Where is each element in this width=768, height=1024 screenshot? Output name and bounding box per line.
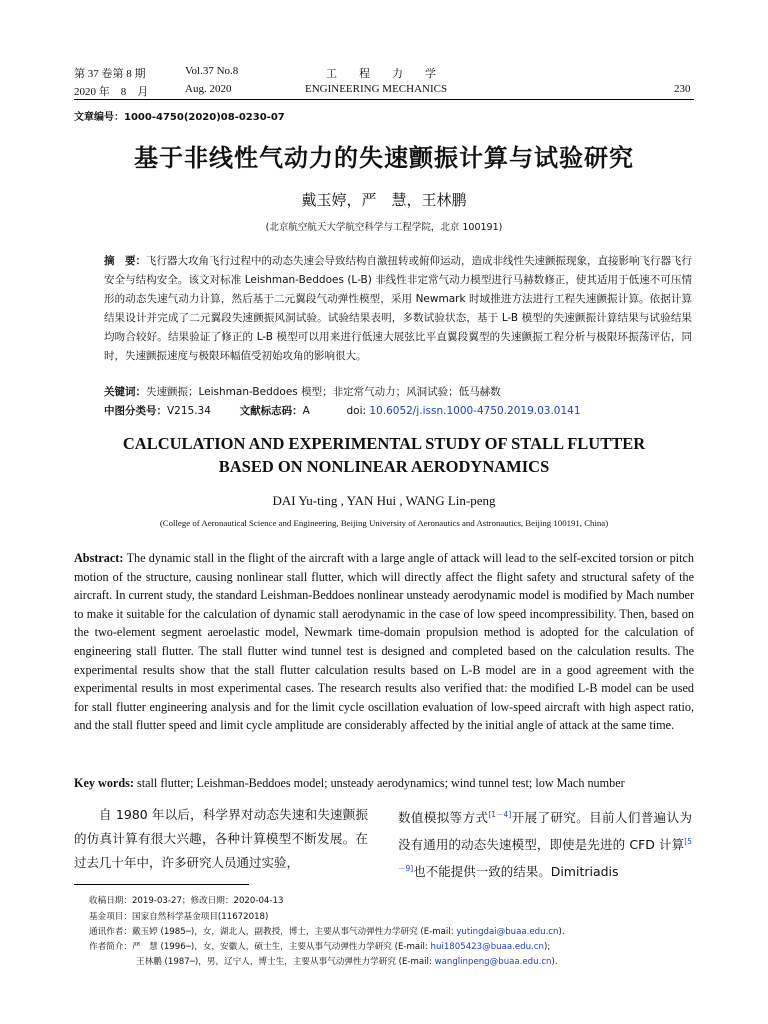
footnote-received: 收稿日期：2019-03-27；修改日期：2020-04-13 (89, 896, 284, 906)
keywords-en-label: Key words: (74, 776, 134, 790)
clc-value: V215.34 (167, 405, 211, 417)
keywords-cn (104, 384, 501, 399)
footnote-close: ). (551, 957, 558, 967)
email-author-1[interactable]: hui1805423@buaa.edu.cn (430, 942, 544, 952)
citation-5-9[interactable]: [5－9] (398, 837, 692, 874)
body-right-b: 开展了研究。目前人们普遍认为没有通用的动态失速模型，即使是先进的 CFD 计算 (398, 810, 692, 853)
doc-code-label: 文献标志码： (239, 405, 303, 417)
issue-date-cn: 2020 年 8 月 (74, 86, 149, 98)
header-rule (74, 99, 694, 100)
clc-label: 中图分类号： (104, 405, 167, 417)
body-column-right (398, 803, 692, 884)
footnote-corr-text: 通讯作者：戴玉婷 (1985─)，女，湖北人，副教授，博士，主要从事气动弹性力学研究 (E-mail: (89, 927, 457, 937)
footnote-corresponding (89, 925, 565, 937)
footnote-author-2 (136, 955, 558, 967)
footnote-rule (74, 884, 249, 885)
issue-date-en: Aug. 2020 (185, 83, 232, 95)
journal-name-en: ENGINEERING MECHANICS (305, 83, 448, 95)
title-en (0, 432, 768, 478)
authors-en: DAI Yu-ting , YAN Hui , WANG Lin-peng (272, 493, 496, 508)
footnote-author2-text: 王林鹏 (1987─)，男，辽宁人，博士生，主要从事气动弹性力学研究 (E-mail: (136, 957, 435, 967)
doc-code-value: A (302, 405, 310, 417)
doi-link[interactable]: 10.6052/j.issn.1000-4750.2019.03.0141 (369, 405, 581, 417)
title-en-line-1: CALCULATION AND EXPERIMENTAL STUDY OF STALL FLUTTER (122, 434, 646, 453)
footnote-fund: 基金项目：国家自然科学基金项目(11672018) (89, 912, 269, 922)
abstract-en (74, 549, 694, 735)
abstract-en-text: The dynamic stall in the flight of the aircraft with a large angle of attack will lead to the self-excited torsion or pitch motion of the structure, causing nonlinear stall flutter, which will directly affect the flight safety and structural safety of the aircraft. In current study, the standard Leishman-Beddoes nonlinear unsteady aerodynamic model is modified by Mach number to make it suitable for the calculation of dynamic stall aerodynamic in the case of low speed incompressibility. Then, based on the two-element segment aeroelastic model, Newmark time-domain propulsion method is adopted for the calculation of engineering stall flutter. The stall flutter wind tunnel test is designed and completed based on the calculation results. The experimental results show that the stall flutter calculation results based on L-B model are in a good agreement with the experimental results in most experimental cases. The research results also verified that: the modified L-B model can be used for stall flutter engineering analysis and for the limit cycle oscillation evaluation of low-speed aircraft with high aspect ratio, and the stall flutter speed and limit cycle amplitude are considerably affected by the initial angle of attack at the same time. (74, 551, 695, 733)
page-number: 230 (674, 83, 691, 95)
abstract-cn-label: 摘 要： (104, 255, 146, 267)
title-cn: 基于非线性气动力的失速颤振计算与试验研究 (134, 144, 634, 172)
email-author-2[interactable]: wanglinpeng@buaa.edu.cn (434, 957, 552, 967)
volume-en: Vol.37 No.8 (185, 65, 239, 77)
email-corresponding[interactable]: yutingdai@buaa.edu.cn (456, 927, 559, 937)
footnote-author1-text: 作者简介：严 慧 (1996─)，女，安徽人，硕士生，主要从事气动弹性力学研究 (E-mail: (89, 942, 431, 952)
footnote-author-1 (89, 940, 550, 952)
abstract-en-label: Abstract: (74, 551, 124, 565)
classification-cn (104, 403, 581, 418)
affiliation-en: (College of Aeronautical Science and Engineering, Beijing University of Aeronautics and Astronautics, Beijing 100191, China) (159, 518, 609, 528)
doi-label: doi: (346, 405, 367, 417)
body-column-left: 自 1980 年以后，科学界对动态失速和失速颤振的仿真计算有很大兴趣，各种计算模型不断发展。在过去几十年中，许多研究人员通过实验， (74, 807, 368, 870)
affiliation-cn: (北京航空航天大学航空科学与工程学院，北京 100191) (265, 222, 503, 233)
body-right-a: 数值模拟等方式 (398, 810, 489, 826)
keywords-cn-text: 失速颤振；Leishman-Beddoes 模型；非定常气动力；风洞试验；低马赫数 (146, 386, 501, 398)
abstract-cn (104, 252, 692, 366)
journal-name-cn: 工 程 力 学 (326, 67, 436, 80)
abstract-cn-text: 飞行器大攻角飞行过程中的动态失速会导致结构自激扭转或俯仰运动，造成非线性失速颤振现象，直接影响飞行器飞行安全与结构安全。该文对标准 Leishman-Beddoes (L-B) 非线性非定常气动力模型进行马赫数修正，使其适用于低速不可压情形的动态失速气动力计算，然后基于二元翼段气动弹性模型，采用 Newmark 时域推进方法进行工程失速颤振计算。依据计算结果设计并完成了二元翼段失速颤振风洞试验。试验结果表明，多数试验状态，基于 L-B 模型的失速颤振计算结果与试验结果均吻合较好。结果验证了修正的 L-B 模型可以用来进行低速大展弦比平直翼段翼型的失速颤振工程分析与极限环振荡评估，同时，失速颤振速度与极限环幅值受初始攻角的影响很大。 (104, 255, 692, 362)
title-en-line-2: BASED ON NONLINEAR AERODYNAMICS (218, 457, 550, 476)
footnote-close: ). (558, 927, 565, 937)
authors-cn: 戴玉婷，严 慧，王林鹏 (301, 191, 467, 209)
keywords-cn-label: 关键词： (104, 386, 146, 398)
footnote-close: ); (543, 942, 551, 952)
keywords-en (74, 776, 625, 791)
keywords-en-text: stall flutter; Leishman-Beddoes model; unsteady aerodynamics; wind tunnel test; low Mach number (136, 776, 625, 790)
citation-1-4[interactable]: [1－4] (488, 810, 512, 819)
article-number: 文章编号：1000-4750(2020)08-0230-07 (74, 112, 285, 123)
body-right-c: 也不能提供一致的结果。Dimitriadis (413, 864, 619, 880)
volume-cn: 第 37 卷第 8 期 (74, 68, 146, 80)
